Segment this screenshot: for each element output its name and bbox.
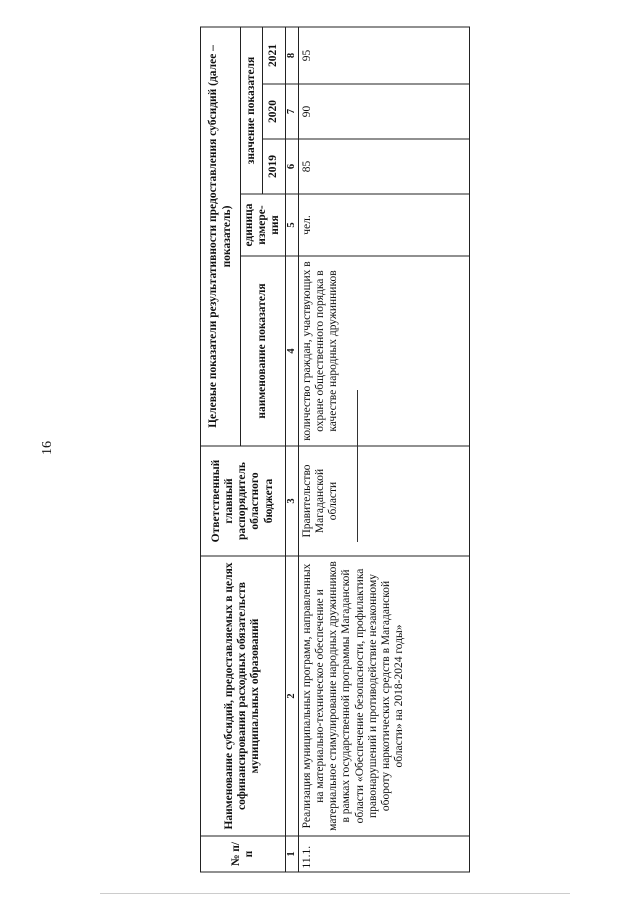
page-number: 16 bbox=[40, 441, 55, 455]
row-unit: чел. bbox=[298, 194, 469, 256]
col-number: 8 bbox=[285, 27, 298, 84]
col-number: 6 bbox=[285, 139, 298, 194]
header-year-2019: 2019 bbox=[263, 139, 285, 194]
row-subsidy: Реализация муниципальных программ, направленных на материально-техническое обеспечение и материальное стимулирование народных дружинников в рамках государственной программы Магаданской области «Обеспечение безопасности, профилактика правонарушений и противодействие незаконному обороту наркотических средств в Магаданской области» на 2018-2024 годы» bbox=[298, 556, 469, 836]
col-number: 4 bbox=[285, 256, 298, 446]
header-administrator: Ответственный главный распорядитель областного бюджета bbox=[201, 446, 286, 556]
row-administrator: Правительство Магаданской области bbox=[298, 446, 469, 556]
row-2019: 85 bbox=[298, 139, 469, 194]
table-row bbox=[298, 27, 469, 872]
row-2021: 95 bbox=[298, 27, 469, 84]
scan-edge-line bbox=[100, 893, 570, 894]
header-indicators: Целевые показатели результативности предоставления субсидий (далее – показатель) bbox=[201, 27, 241, 446]
header-values: значение показателя bbox=[241, 27, 263, 194]
header-subsidy: Наименование субсидий, предоставляемых в целях софинансирования расходных обязательств муниципальных образований bbox=[201, 556, 286, 836]
col-number: 3 bbox=[285, 446, 298, 556]
col-number: 5 bbox=[285, 194, 298, 256]
header-indicator-name: наименование показателя bbox=[241, 256, 286, 446]
header-year-2020: 2020 bbox=[263, 84, 285, 139]
col-number: 7 bbox=[285, 84, 298, 139]
rotated-table-container bbox=[200, 28, 470, 873]
header-num: № п/п bbox=[201, 836, 286, 872]
row-num: 11.1. bbox=[298, 836, 469, 872]
header-year-2021: 2021 bbox=[263, 27, 285, 84]
separator-line bbox=[357, 390, 358, 542]
row-2020: 90 bbox=[298, 84, 469, 139]
subsidy-table bbox=[200, 26, 470, 872]
row-indicator: количество граждан, участвующих в охране общественного порядка в качестве народных дружинников bbox=[298, 256, 469, 446]
col-number: 2 bbox=[285, 556, 298, 836]
header-unit: единица измере-ния bbox=[241, 194, 286, 256]
col-number: 1 bbox=[285, 836, 298, 872]
